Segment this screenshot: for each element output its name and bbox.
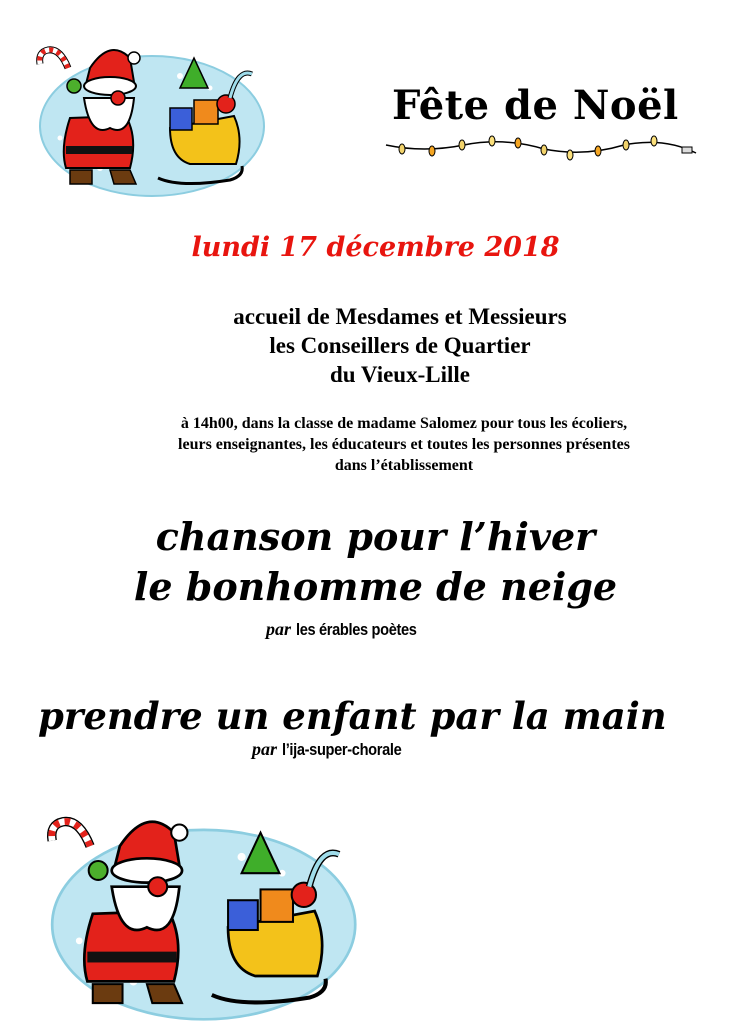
performer-name: les érables poètes bbox=[296, 620, 417, 639]
title-line: prendre un enfant par la main bbox=[38, 694, 667, 738]
welcome-text bbox=[0, 302, 751, 389]
performer-name: l’ija-super-chorale bbox=[282, 740, 402, 759]
details-line: dans l’établissement bbox=[334, 457, 474, 474]
by-word: par bbox=[252, 739, 278, 759]
welcome-line: du Vieux-Lille bbox=[330, 362, 470, 387]
title-line: chanson pour l’hiver bbox=[155, 514, 596, 559]
program-item-title bbox=[38, 694, 667, 738]
title-line: le bonhomme de neige bbox=[133, 564, 618, 609]
details-line: à 14h00, dans la classe de madame Salomez pour tous les écoliers, bbox=[180, 415, 628, 432]
details-line: leurs enseignantes, les éducateurs et toutes les personnes présentes bbox=[178, 436, 630, 453]
welcome-line: accueil de Mesdames et Messieurs bbox=[233, 304, 567, 329]
event-details bbox=[84, 413, 724, 476]
santa-sleigh-icon bbox=[36, 792, 366, 1022]
performer-credit bbox=[252, 739, 421, 760]
performer-credit bbox=[266, 619, 436, 640]
christmas-lights-icon bbox=[384, 133, 702, 165]
event-date: lundi 17 décembre 2018 bbox=[191, 232, 560, 263]
santa-sleigh-icon bbox=[30, 28, 270, 198]
by-word: par bbox=[266, 619, 292, 639]
page-title: Fête de Noël bbox=[392, 82, 679, 129]
welcome-line: les Conseillers de Quartier bbox=[269, 333, 531, 358]
program-item-title bbox=[0, 512, 751, 612]
